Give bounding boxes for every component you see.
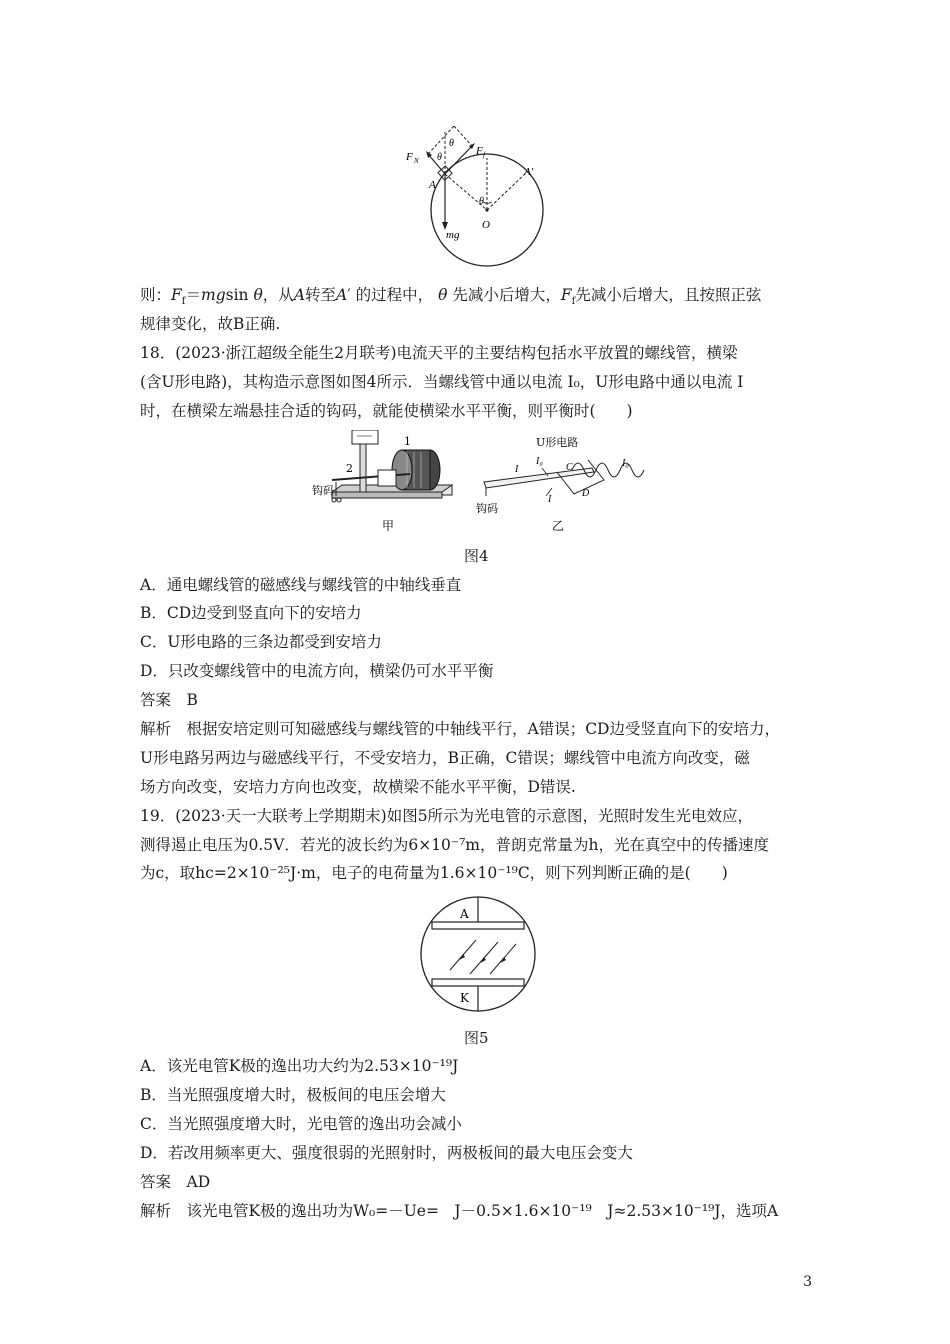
question-18-line-2: (含U形电路)，其构造示意图如图4所示．当螺线管中通以电流 I₀，U形电路中通以电流 I <box>140 373 744 391</box>
plate-k-label: K <box>460 991 469 1005</box>
q18-answer: 答案 B <box>140 691 198 709</box>
ff-sub-label: f <box>483 151 485 159</box>
theta-label-2: θ <box>437 152 442 163</box>
q19-option-d: D．若改用频率更大、强度很弱的光照射时，两极板间的最大电压会变大 <box>140 1144 633 1162</box>
i-label-a: I <box>515 464 519 475</box>
q19-answer: 答案 AD <box>140 1173 211 1191</box>
q18-explanation-line-3: 场方向改变，安培力方向也改变，故横梁不能水平平衡，D错误. <box>140 778 576 796</box>
fn-label: F <box>406 151 413 163</box>
i0-label-b: I₀ <box>622 458 629 469</box>
question-19-line-2: 测得遏止电压为0.5V．若光的波长约为6×10⁻⁷m，普朗克常量为h，光在真空中的传播速度 <box>140 836 769 854</box>
mg-label: mg <box>446 229 460 241</box>
q18-option-d: D．只改变螺线管中的电流方向，横梁仍可水平平衡 <box>140 662 494 680</box>
caption-jia: 甲 <box>382 519 395 533</box>
schematic-yi <box>476 435 644 533</box>
q18-explanation-line-2: U形电路另两边与磁感线平行，不受安培力，B正确，C错误；螺线管中电流方向改变，磁 <box>140 749 750 767</box>
point-d-label: D <box>582 488 590 499</box>
ff-label: F <box>476 145 483 157</box>
figure-4-caption: 图4 <box>464 547 489 565</box>
explanation-17-line-1: 则：$F_f=mgsin$ θ，从A转至A′ 的过程中， θ 先减小后增大，$F_f$先减小后增大，且按照正弦 <box>140 286 762 308</box>
i0-label-a: I₀ <box>536 456 543 467</box>
figure-5-caption: 图5 <box>464 1029 489 1047</box>
gouma-label-yi: 钩码 <box>476 502 498 515</box>
q19-option-a: A．该光电管K极的逸出功大约为2.53×10⁻¹⁹J <box>140 1057 459 1075</box>
point-c-label: C <box>566 462 573 473</box>
page-number: 3 <box>803 1274 812 1290</box>
circle-force-diagram <box>400 118 550 278</box>
label-2: 2 <box>346 462 353 475</box>
current-balance-diagram <box>312 430 652 540</box>
q18-option-b: B．CD边受到竖直向下的安培力 <box>140 604 362 622</box>
plate-a-label: A <box>460 907 469 921</box>
caption-yi: 乙 <box>552 519 565 533</box>
q19-explanation-line-1: 解析 该光电管K极的逸出功为W₀=－Ue= J－0.5×1.6×10⁻¹⁹ J≈2.53×10⁻¹⁹J，选项A <box>140 1202 779 1220</box>
phototube-diagram <box>418 894 538 1014</box>
q18-option-c: C．U形电路的三条边都受到安培力 <box>140 633 382 651</box>
q19-option-c: C．当光照强度增大时，光电管的逸出功会减小 <box>140 1115 462 1133</box>
q18-explanation-line-1: 解析 根据安培定则可知磁感线与螺线管的中轴线平行，A错误；CD边受竖直向下的安培力， <box>140 720 780 738</box>
theta-label-1: θ <box>449 138 454 149</box>
u-circuit-label: U形电路 <box>536 436 579 449</box>
apparatus-jia <box>312 430 452 533</box>
gouma-label-jia: 钩码 <box>312 484 334 497</box>
center-o-label: O <box>482 219 490 231</box>
label-1: 1 <box>404 435 411 448</box>
question-19-line-1: 19．(2023·天一大联考上学期期末)如图5所示为光电管的示意图，光照时发生光电效应， <box>140 807 754 825</box>
question-18-line-3: 时，在横梁左端悬挂合适的钩码，就能使横梁水平平衡，则平衡时( ) <box>140 402 633 420</box>
question-19-line-3: 为c，取hc=2×10⁻²⁵J·m，电子的电荷量为1.6×10⁻¹⁹C，则下列判断正确的是( ) <box>140 864 728 882</box>
point-a-label: A <box>429 179 436 191</box>
fn-sub-label: N <box>414 157 419 165</box>
question-18-line-1: 18．(2023·浙江超级全能生2月联考)电流天平的主要结构包括水平放置的螺线管，横梁 <box>140 344 738 362</box>
i-label-b: I <box>548 494 552 505</box>
explanation-17-line-2: 规律变化，故B正确. <box>140 315 281 333</box>
q19-option-b: B．当光照强度增大时，极板间的电压会增大 <box>140 1086 446 1104</box>
theta-label-3: θ <box>479 196 484 207</box>
point-a-prime-label: A′ <box>524 166 534 178</box>
q18-option-a: A．通电螺线管的磁感线与螺线管的中轴线垂直 <box>140 576 462 594</box>
